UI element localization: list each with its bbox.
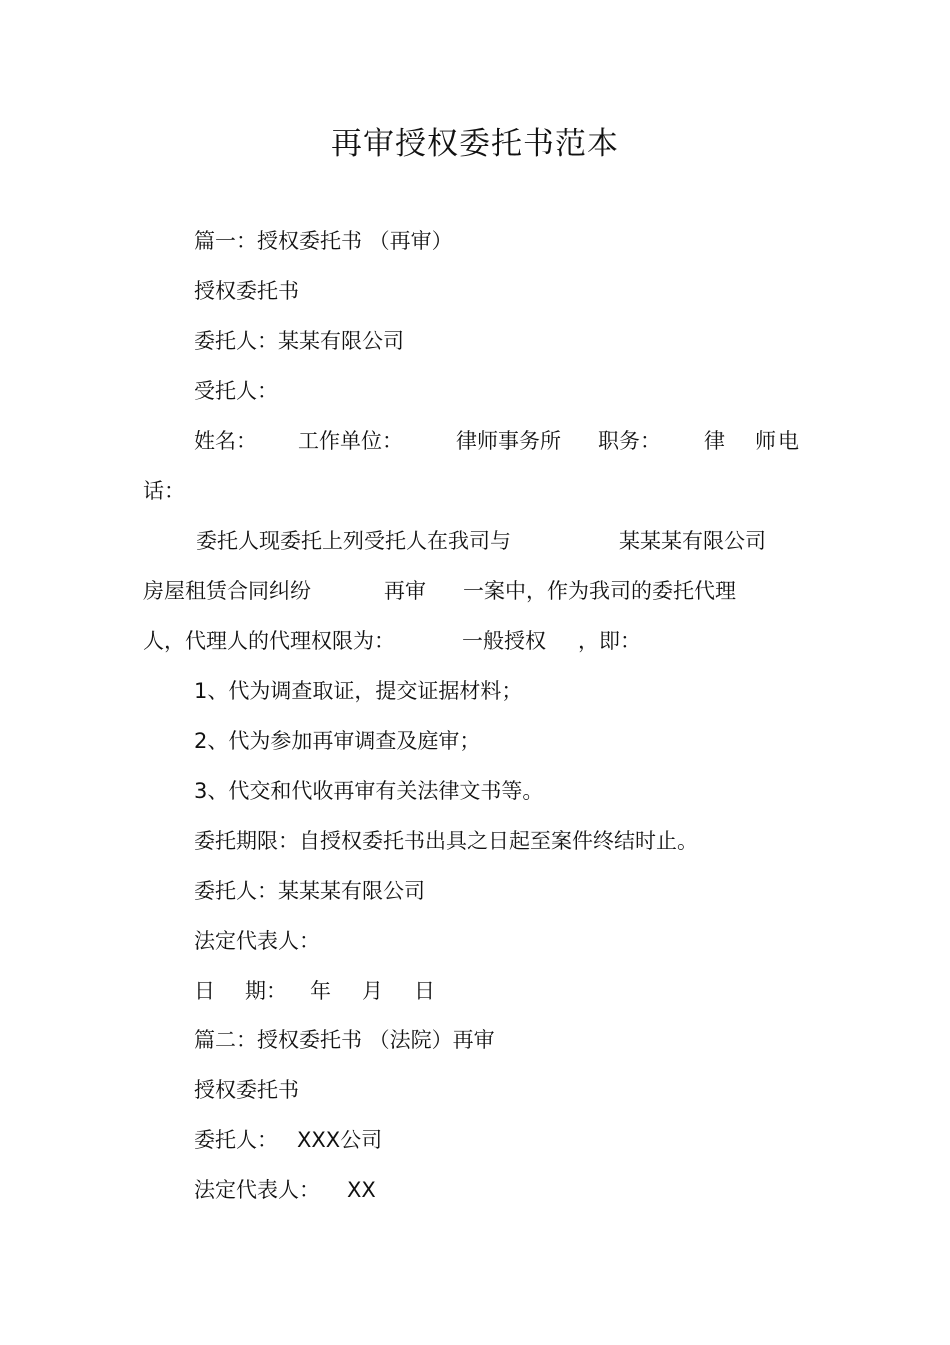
part2-principal-label: 委托人： [194,1128,278,1152]
position-label: 职务： [598,429,661,453]
power-item-3: 3、代交和代收再审有关法律文书等。 [194,779,544,803]
power-item-2: 2、代为参加再审调查及庭审； [194,729,481,753]
date-month: 月 [362,979,383,1003]
mandate-l2-b: 再审 [384,579,426,603]
position-value-b: 师 [755,429,776,453]
part1-subtitle: 授权委托书 [194,279,299,303]
phone-label-b: 话： [143,479,185,503]
part2-rep-value: XX [347,1178,376,1202]
term-line: 委托期限：自授权委托书出具之日起至案件终结时止。 [194,829,698,853]
part2-heading: 篇二：授权委托书 （法院）再审 [194,1028,495,1052]
employer-label: 工作单位： [298,429,403,453]
name-label: 姓名： [194,429,257,453]
principal-line: 委托人：某某有限公司 [194,329,404,353]
mandate-l2-a: 房屋租赁合同纠纷 [143,579,311,603]
mandate-l2-c: 一案中，作为我司的委托代理 [463,579,736,603]
agent-line: 受托人： [194,379,278,403]
mandate-l1-b: 某某某有限公司 [619,529,766,553]
employer-value: 律师事务所 [456,429,561,453]
part2-principal-value: XXX公司 [297,1128,383,1152]
phone-label-a: 电 [778,429,799,453]
mandate-l3-b: 一般授权 [462,629,546,653]
date-label-a: 日 [194,979,215,1003]
mandate-l3-c: ，即： [578,629,641,653]
part2-rep-label: 法定代表人： [194,1178,320,1202]
legal-rep-line: 法定代表人： [194,929,320,953]
position-value-a: 律 [704,429,725,453]
document-title: 再审授权委托书范本 [331,126,619,162]
part2-subtitle: 授权委托书 [194,1078,299,1102]
power-item-1: 1、代为调查取证，提交证据材料； [194,679,523,703]
mandate-l3-a: 人，代理人的代理权限为： [143,629,395,653]
date-label-b: 期： [245,979,287,1003]
part1-heading: 篇一：授权委托书 （再审） [194,229,453,253]
principal-signature: 委托人：某某某有限公司 [194,879,425,903]
date-year: 年 [310,979,331,1003]
date-day: 日 [414,979,435,1003]
mandate-l1-a: 委托人现委托上列受托人在我司与 [196,529,511,553]
